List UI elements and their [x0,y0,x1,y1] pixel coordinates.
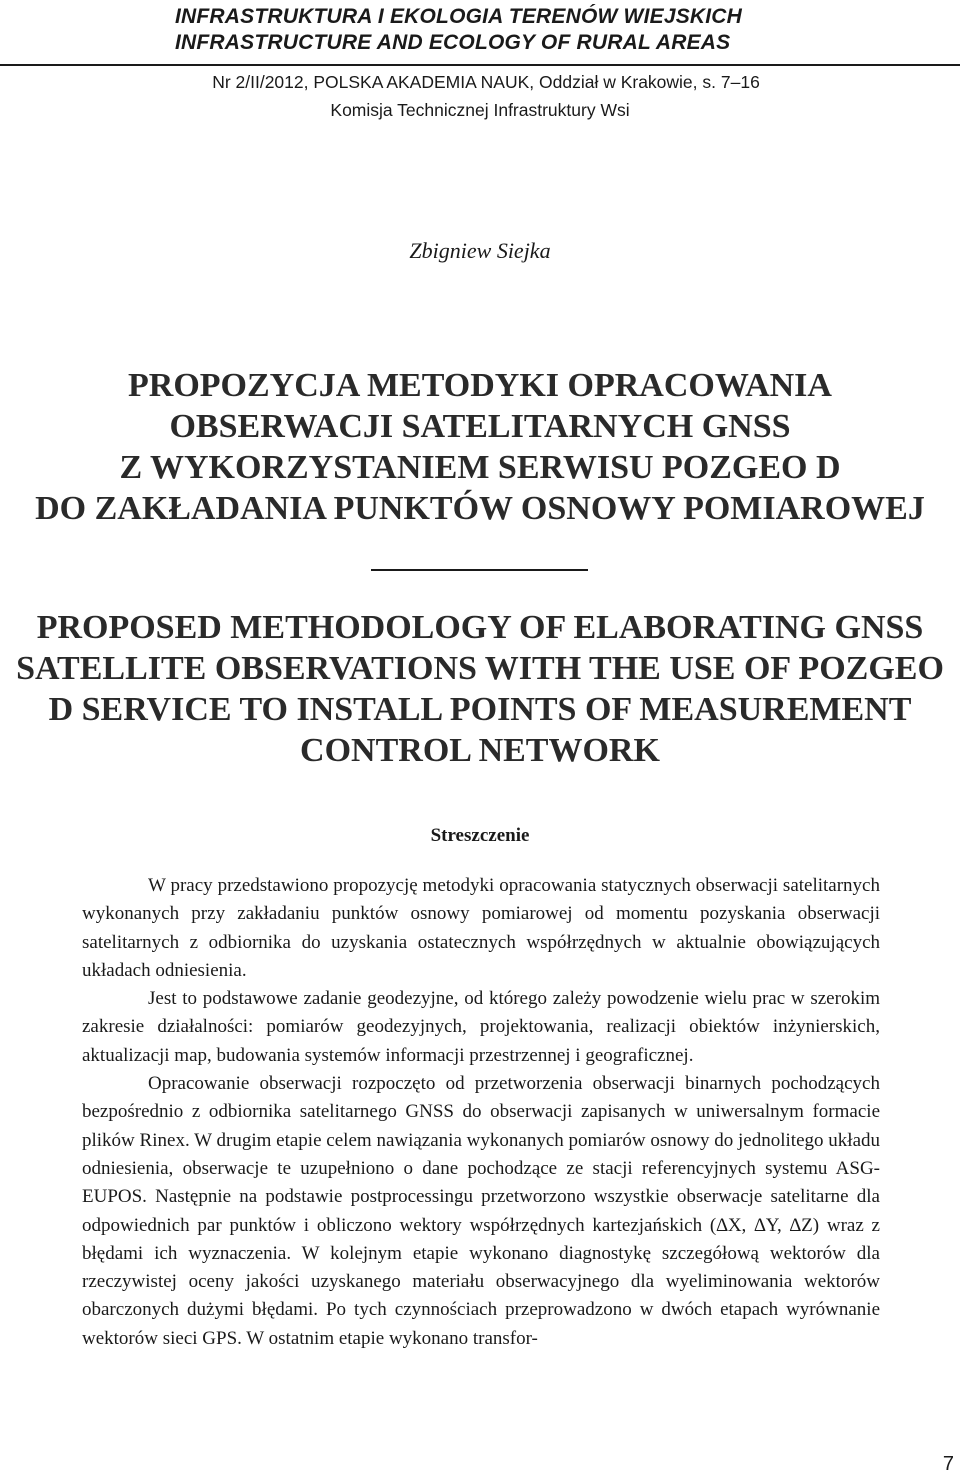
title-pl-line: OBSERWACJI SATELITARNYCH GNSS [169,408,791,445]
abstract-paragraph: W pracy przedstawiono propozycję metodyki opracowania statycznych obserwacji satelitarnych wykonanych przy zakładaniu punktów osnowy pomiarowej od momentu pozyskania obserwacji satelitarnych z odbiornika do uzyskania ostatecznych współrzędnych w aktualnie obowiązujących układach odniesienia. [82,875,880,981]
abstract-body [82,872,880,1353]
abstract-heading: Streszczenie [430,825,530,846]
commission-info: Komisja Technicznej Infrastruktury Wsi [330,100,630,120]
title-pl-line: DO ZAKŁADANIA PUNKTÓW OSNOWY POMIAROWEJ [35,490,925,527]
header-divider [0,64,960,66]
title-pl-line: PROPOZYCJA METODYKI OPRACOWANIA [128,367,832,404]
page-number: 7 [942,1453,954,1475]
title-separator [371,569,588,571]
title-en-line: CONTROL NETWORK [300,732,660,769]
journal-title-pl: INFRASTRUKTURA I EKOLOGIA TERENÓW WIEJSKICH [175,5,743,28]
paper-title-english [0,607,960,771]
abstract-paragraph: Jest to podstawowe zadanie geodezyjne, od którego zależy powodzenie wielu prac w szerokim zakresie działalności: pomiarów geodezyjnych, projektowania, realizacji obiektów inżynierskich, aktualizacji map, budowania systemów informacji przestrzennej i geograficznej. [82,988,880,1066]
title-en-line: D SERVICE TO INSTALL POINTS OF MEASUREMENT [48,691,912,728]
paper-title-polish [0,365,960,529]
title-en-line: PROPOSED METHODOLOGY OF ELABORATING GNSS [36,609,924,646]
journal-title-en: INFRASTRUCTURE AND ECOLOGY OF RURAL AREAS [175,31,731,54]
title-pl-line: Z WYKORZYSTANIEM SERWISU POZGEO D [119,449,841,486]
author-name: Zbigniew Siejka [409,238,551,263]
journal-header [0,0,960,64]
issue-info: Nr 2/II/2012, POLSKA AKADEMIA NAUK, Oddział w Krakowie, s. 7–16 [212,72,760,92]
title-en-line: SATELLITE OBSERVATIONS WITH THE USE OF POZGEO [16,650,944,687]
abstract-paragraph: Opracowanie obserwacji rozpoczęto od przetworzenia obserwacji binarnych pochodzących bezpośrednio z odbiornika satelitarnego GNSS do obserwacji zapisanych w uniwersalnym formacie plików Rinex. W drugim etapie celem nawiązania wykonanych pomiarów osnowy do jednolitego układu odniesienia, obserwacje te uzupełniono o dane pochodzące ze stacji referencyjnych systemu ASG-EUPOS. Następnie na podstawie postprocessingu przetworzono wszystkie obserwacje satelitarne dla odpowiednich par punktów i obliczono wektory współrzędnych kartezjańskich (∆X, ∆Y, ∆Z) wraz z błędami ich wyznaczenia. W kolejnym etapie wykonano diagnostykę szczegółową wektorów dla rzeczywistej oceny jakości uzyskanego materiału obserwacyjnego dla wyeliminowania wektorów obarczonych dużymi błędami. Po tych czynnościach przeprowadzono w dwóch etapach wyrównanie wektorów sieci GPS. W ostatnim etapie wykonano transfor- [82,1073,880,1349]
